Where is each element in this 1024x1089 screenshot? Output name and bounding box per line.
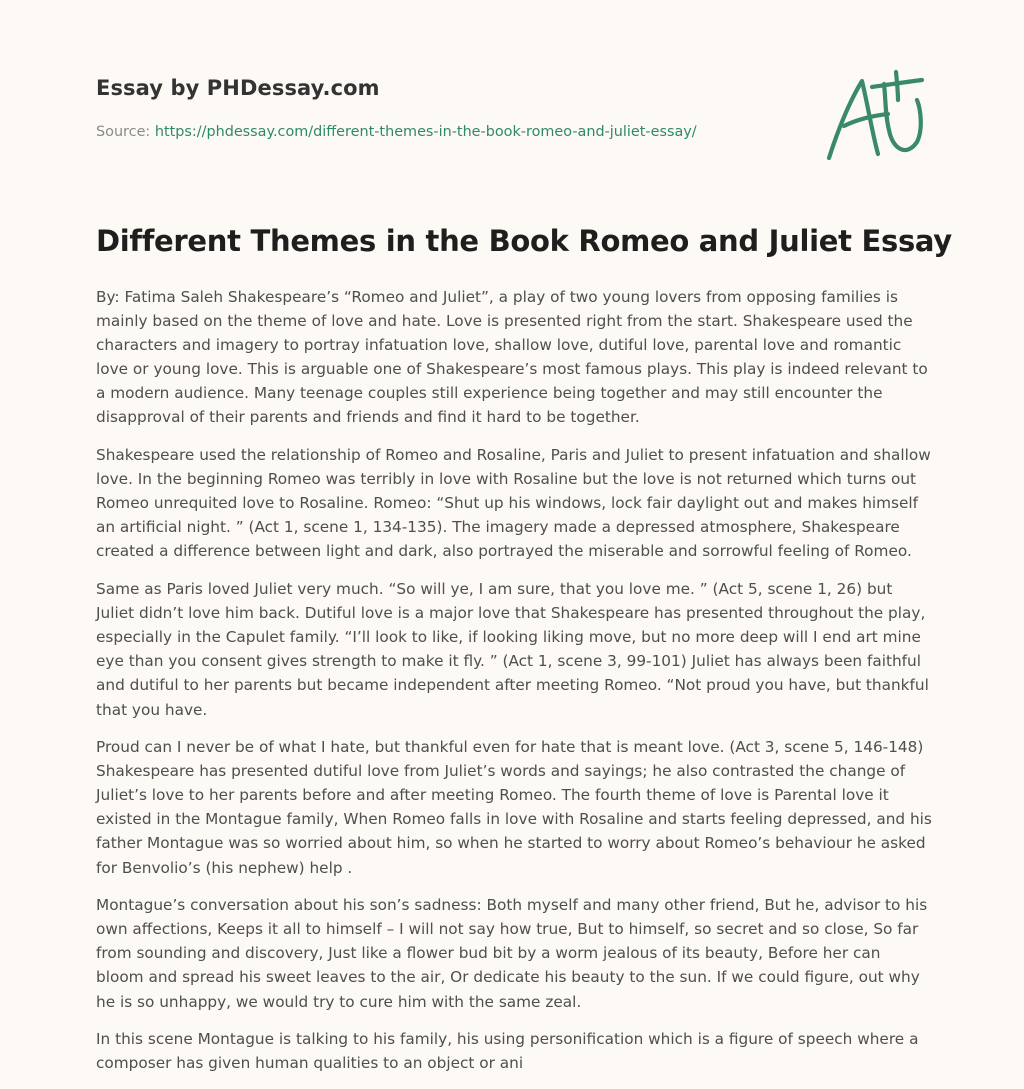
source-line [96,124,697,140]
site-brand: Essay by PHDessay.com [96,76,380,100]
article-paragraph: Proud can I never be of what I hate, but thankful even for hate that is meant love. (Act 3, scene 5, 146-148) Shakespeare has presented dutiful love from Juliet’s words and sayings; he also contrasted the change of Juliet’s love to her parents before and after meeting Romeo. The fourth theme of love is Parental love it existed in the Montague family, When Romeo falls in love with Rosaline and starts feeling depressed, and his father Montague was so worried about him, so when he started to worry about Romeo’s behaviour he asked for Benvolio’s (his nephew) help . [96,738,932,877]
source-label: Source: [96,124,151,140]
article-paragraph: Shakespeare used the relationship of Romeo and Rosaline, Paris and Juliet to present infatuation and shallow love. In the beginning Romeo was terribly in love with Rosaline but the love is not returned which turns out Romeo unrequited love to Rosaline. Romeo: “Shut up his windows, lock fair daylight out and makes himself an artificial night. ” (Act 1, scene 1, 134-135). The imagery made a depressed atmosphere, Shakespeare created a difference between light and dark, also portrayed the miserable and sorrowful feeling of Romeo. [96,446,931,561]
article-body [96,285,932,1089]
source-link[interactable]: https://phdessay.com/different-themes-in-the-book-romeo-and-juliet-essay/ [154,124,697,140]
article-paragraph: In this scene Montague is talking to his family, his using personification which is a figure of speech where a composer has given human qualities to an object or ani [96,1030,919,1073]
article-paragraph: Same as Paris loved Juliet very much. “So will ye, I am sure, that you love me. ” (Act 5, scene 1, 26) but Juliet didn’t love him back. Dutiful love is a major love that Shakespeare has presented throughout the play, especially in the Capulet family. “I’ll look to like, if looking liking move, but no more deep will I end art mine eye than you consent gives strength to make it fly. ” (Act 1, scene 3, 99-101) Juliet has always been faithful and dutiful to her parents but became independent after meeting Romeo. “Not proud you have, but thankful that you have. [96,580,929,719]
article-paragraph: Montague’s conversation about his son’s sadness: Both myself and many other friend, But he, advisor to his own affections, Keeps it all to himself – I will not say how true, But to himself, so secret and so close, So far from sounding and discovery, Just like a flower bud bit by a worm jealous of its beauty, Before her can bloom and spread his sweet leaves to the air, Or dedicate his beauty to the sun. If we could figure, out why he is so unhappy, we would try to cure him with the same zeal. [96,896,928,1011]
a-plus-grade-icon [822,68,928,164]
article-paragraph: By: Fatima Saleh Shakespeare’s “Romeo and Juliet”, a play of two young lovers from opposing families is mainly based on the theme of love and hate. Love is presented right from the start. Shakespeare used the characters and imagery to portray infatuation love, shallow love, dutiful love, parental love and romantic love or young love. This is arguable one of Shakespeare’s most famous plays. This play is indeed relevant to a modern audience. Many teenage couples still experience being together and may still encounter the disapproval of their parents and friends and find it hard to be together. [96,288,928,427]
article-title: Different Themes in the Book Romeo and Juliet Essay [96,224,952,258]
